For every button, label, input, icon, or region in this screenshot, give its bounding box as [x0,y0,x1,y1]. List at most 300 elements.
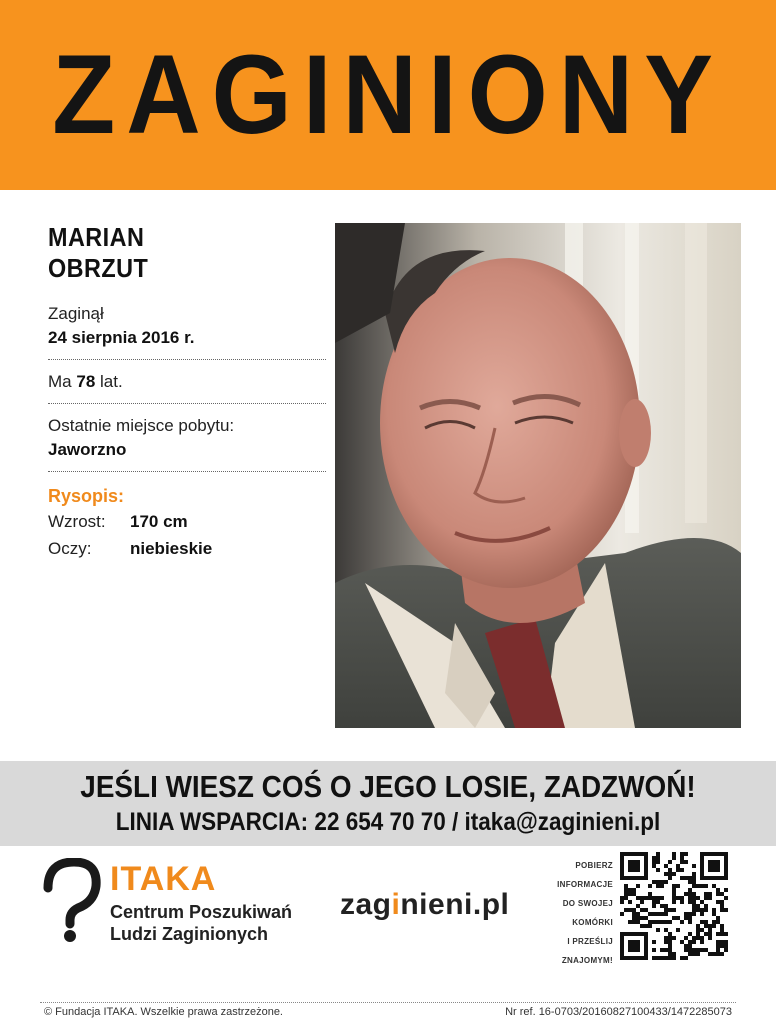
qr-module [636,932,640,936]
qr-module [640,900,644,904]
qr-module [668,940,672,944]
qr-module [684,912,688,916]
qr-module [652,940,656,944]
qr-module [656,912,660,916]
qr-module [688,912,692,916]
qr-module [624,956,628,960]
qr-module [708,952,712,956]
qr-module [692,880,696,884]
qr-module [700,876,704,880]
qr-module [700,872,704,876]
qr-module [656,880,660,884]
qr-module [672,872,676,876]
qr-module [624,896,628,900]
qr-module [648,896,652,900]
top-banner [0,0,776,190]
qr-module [692,896,696,900]
qr-module [628,876,632,880]
qr-module [620,896,624,900]
qr-line: DO SWOJEJ [562,899,613,908]
qr-module [692,908,696,912]
qr-module [620,856,624,860]
qr-module [700,920,704,924]
qr-module [636,916,640,920]
eyes-row [48,535,326,562]
qr-module [720,932,724,936]
qr-module [692,884,696,888]
qr-module [692,864,696,868]
qr-module [652,956,656,960]
qr-module [688,880,692,884]
qr-module [620,932,624,936]
qr-module [704,932,708,936]
height-row [48,508,326,535]
itaka-logo [40,858,340,948]
qr-module [632,940,636,944]
qr-module [620,936,624,940]
qr-module [664,928,668,932]
qr-module [628,892,632,896]
qr-module [692,948,696,952]
support-line: LINIA WSPARCIA: 22 654 70 70 / itaka@zaginieni.pl [115,808,661,836]
portrait-illustration [335,223,741,728]
qr-module [660,904,664,908]
qr-module [708,924,712,928]
qr-module [668,948,672,952]
qr-module [680,896,684,900]
qr-module [712,876,716,880]
qr-module [712,912,716,916]
qr-module [620,860,624,864]
qr-module [708,860,712,864]
qr-module [716,944,720,948]
last-place: Jaworzno [48,440,127,459]
qr-module [684,948,688,952]
qr-module [700,884,704,888]
qr-module [716,932,720,936]
qr-module [676,916,680,920]
qr-module [668,944,672,948]
qr-module [696,928,700,932]
qr-module [712,952,716,956]
qr-module [652,948,656,952]
qr-module [672,952,676,956]
qr-module [636,884,640,888]
qr-module [660,912,664,916]
qr-module [672,900,676,904]
qr-module [672,892,676,896]
qr-module [716,888,720,892]
qr-module [696,904,700,908]
qr-module [688,940,692,944]
site-part-1: zag [340,888,392,921]
qr-module [620,952,624,956]
qr-module [652,860,656,864]
qr-module [696,932,700,936]
qr-module [632,892,636,896]
qr-module [716,952,720,956]
qr-module [716,920,720,924]
age-block [48,360,326,404]
qr-module [620,900,624,904]
website-link[interactable] [340,888,509,922]
qr-module [700,868,704,872]
last-place-block [48,404,326,472]
qr-module [636,920,640,924]
qr-module [640,924,644,928]
qr-module [688,892,692,896]
qr-module [688,888,692,892]
qr-module [724,864,728,868]
qr-module [688,920,692,924]
qr-module [636,864,640,868]
qr-module [640,908,644,912]
qr-module [628,888,632,892]
qr-module [684,892,688,896]
qr-module [652,904,656,908]
qr-module [716,940,720,944]
qr-module [632,868,636,872]
qr-module [660,896,664,900]
qr-module [700,928,704,932]
qr-module [672,888,676,892]
qr-module [676,868,680,872]
qr-module [668,952,672,956]
qr-module [700,864,704,868]
qr-module [644,956,648,960]
qr-module [708,892,712,896]
qr-module [620,944,624,948]
qr-module [712,920,716,924]
qr-module [712,924,716,928]
qr-module [692,892,696,896]
qr-module [688,944,692,948]
qr-module [696,924,700,928]
qr-module [704,884,708,888]
banner-title: ZAGINIONY [52,32,724,157]
qr-module [624,876,628,880]
height-value: 170 cm [130,512,188,531]
qr-module [704,920,708,924]
qr-module [640,876,644,880]
qr-module [672,936,676,940]
qr-module [668,908,672,912]
qr-module [644,896,648,900]
age-suffix: lat. [100,372,123,391]
qr-module [680,900,684,904]
qr-module [664,912,668,916]
qr-module [700,912,704,916]
qr-module [664,864,668,868]
qr-module [704,876,708,880]
qr-module [660,880,664,884]
qr-module [644,936,648,940]
qr-module [692,952,696,956]
person-info [48,222,326,562]
qr-module [644,860,648,864]
qr-module [716,876,720,880]
qr-module [708,864,712,868]
qr-module [680,956,684,960]
eyes-value: niebieskie [130,539,213,558]
qr-module [632,908,636,912]
age-value: 78 [76,372,96,391]
qr-module [632,932,636,936]
qr-module [656,900,660,904]
qr-module [656,920,660,924]
qr-module [624,888,628,892]
qr-module [628,860,632,864]
qr-module [664,936,668,940]
qr-module [720,852,724,856]
qr-module [668,920,672,924]
qr-module [700,908,704,912]
footer-divider [40,1002,736,1003]
qr-module [672,916,676,920]
qr-module [676,896,680,900]
qr-module [668,932,672,936]
qr-module [704,852,708,856]
reference-number: Nr ref. 16-0703/20160827100433/1472285073 [505,1006,732,1018]
qr-module [688,896,692,900]
qr-module [636,860,640,864]
org-line-2: Ludzi Zaginionych [110,924,268,944]
qr-module [656,884,660,888]
qr-module [688,900,692,904]
qr-module [700,940,704,944]
last-name: OBRZUT [48,253,149,283]
qr-line: KOMÓRKI [572,918,613,927]
qr-module [652,920,656,924]
qr-module [724,888,728,892]
qr-module [632,916,636,920]
qr-module [656,896,660,900]
qr-module [648,892,652,896]
qr-module [668,868,672,872]
qr-module [672,908,676,912]
qr-module [628,908,632,912]
org-name: ITAKA [110,860,217,898]
qr-module [700,948,704,952]
qr-module [668,936,672,940]
qr-module [672,896,676,900]
qr-module [628,956,632,960]
qr-instructions [545,856,613,970]
qr-module [720,904,724,908]
qr-module [708,896,712,900]
qr-module [672,852,676,856]
qr-module [704,896,708,900]
qr-code[interactable] [620,852,728,960]
qr-module [692,900,696,904]
qr-module [688,876,692,880]
qr-module [684,944,688,948]
qr-module [668,872,672,876]
qr-module [664,880,668,884]
qr-module [644,852,648,856]
qr-module [624,932,628,936]
qr-module [708,876,712,880]
qr-module [716,864,720,868]
qr-module [704,924,708,928]
qr-module [684,852,688,856]
qr-module [656,860,660,864]
qr-module [724,860,728,864]
qr-module [684,936,688,940]
qr-module [720,924,724,928]
qr-module [644,940,648,944]
qr-module [704,948,708,952]
qr-module [684,876,688,880]
qr-module [644,864,648,868]
qr-module [672,956,676,960]
qr-module [692,936,696,940]
qr-module [672,884,676,888]
qr-line: I PRZEŚLIJ [567,937,613,946]
qr-module [684,956,688,960]
qr-module [628,920,632,924]
qr-module [628,852,632,856]
qr-module [660,920,664,924]
qr-module [632,852,636,856]
qr-module [680,876,684,880]
qr-module [624,852,628,856]
qr-module [700,860,704,864]
qr-module [628,864,632,868]
qr-module [640,916,644,920]
qr-module [632,888,636,892]
qr-module [636,944,640,948]
qr-module [620,912,624,916]
qr-module [724,932,728,936]
qr-module [708,932,712,936]
qr-module [724,948,728,952]
qr-module [688,932,692,936]
qr-module [668,956,672,960]
qr-module [652,856,656,860]
qr-module [636,956,640,960]
qr-module [704,904,708,908]
qr-module [660,948,664,952]
qr-module [700,936,704,940]
qr-line: POBIERZ [575,861,613,870]
qr-module [640,896,644,900]
qr-module [620,948,624,952]
qr-module [680,920,684,924]
qr-module [620,956,624,960]
qr-module [704,908,708,912]
qr-module [628,940,632,944]
age-line [48,370,326,394]
qr-module [656,852,660,856]
description-heading: Rysopis: [48,486,125,506]
qr-module [700,852,704,856]
qr-module [720,900,724,904]
qr-module [644,868,648,872]
qr-module [636,904,640,908]
qr-module [660,884,664,888]
qr-module [636,912,640,916]
qr-module [632,956,636,960]
qr-module [692,876,696,880]
qr-module [688,916,692,920]
qr-module [720,908,724,912]
qr-module [696,936,700,940]
qr-module [724,876,728,880]
qr-module [724,872,728,876]
qr-module [620,864,624,868]
qr-module [720,876,724,880]
cta-headline: JEŚLI WIESZ COŚ O JEGO LOSIE, ZADZWOŃ! [80,769,696,804]
qr-module [664,904,668,908]
qr-module [692,940,696,944]
qr-module [676,928,680,932]
qr-module [652,880,656,884]
qr-module [620,940,624,944]
qr-module [644,876,648,880]
qr-module [696,908,700,912]
qr-module [688,952,692,956]
missing-date: 24 sierpnia 2016 r. [48,328,195,347]
qr-module [632,876,636,880]
qr-module [660,956,664,960]
qr-module [712,852,716,856]
qr-module [632,860,636,864]
qr-module [712,908,716,912]
qr-module [632,948,636,952]
qr-module [716,852,720,856]
qr-module [624,892,628,896]
qr-module [648,912,652,916]
qr-line: INFORMACJE [557,880,613,889]
qr-module [664,920,668,924]
qr-module [680,860,684,864]
qr-module [716,860,720,864]
qr-module [724,944,728,948]
qr-module [684,916,688,920]
qr-module [620,872,624,876]
qr-module [636,852,640,856]
height-label: Wzrost: [48,512,106,531]
qr-module [656,856,660,860]
qr-module [656,956,660,960]
qr-module [636,876,640,880]
qr-module [720,952,724,956]
qr-module [680,852,684,856]
qr-module [644,932,648,936]
qr-module [716,948,720,952]
qr-module [708,936,712,940]
qr-module [628,900,632,904]
qr-module [632,920,636,924]
qr-module [652,900,656,904]
qr-module [636,868,640,872]
qr-module [724,896,728,900]
site-part-2: i [391,888,401,921]
qr-module [688,948,692,952]
qr-module [664,940,668,944]
qr-module [716,892,720,896]
qr-module [668,876,672,880]
qr-module [628,868,632,872]
qr-module [692,872,696,876]
qr-module [716,868,720,872]
qr-module [668,860,672,864]
qr-module [708,852,712,856]
age-prefix: Ma [48,372,72,391]
qr-module [672,856,676,860]
qr-module [628,944,632,948]
